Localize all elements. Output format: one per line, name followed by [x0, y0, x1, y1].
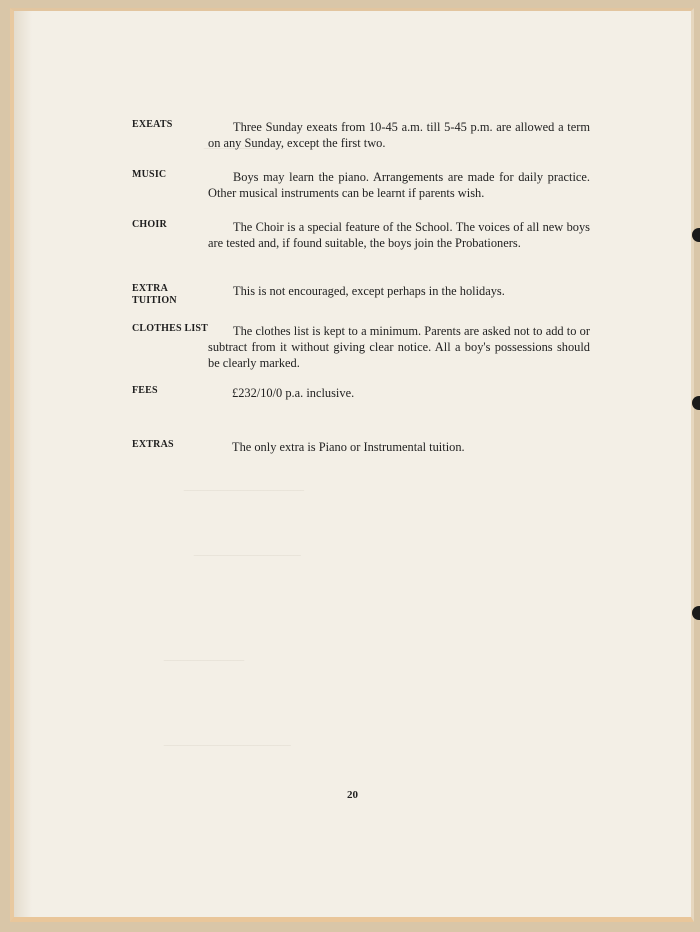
bleed-through-mark: ‾‾‾‾‾‾‾‾‾‾‾‾‾‾‾‾‾‾ [204, 149, 264, 160]
entry-text: Boys may learn the piano. Arrangements are made for daily practice. Other musical instruments can be learnt if parents wish. [208, 170, 590, 200]
spine-shadow [14, 11, 32, 917]
document-page [10, 8, 694, 922]
entry-label: EXEATS [132, 119, 173, 130]
entry-text: The only extra is Piano or Instrumental tuition. [232, 440, 465, 454]
punch-hole [692, 396, 700, 410]
bleed-through-mark: ‾‾‾‾‾‾‾‾‾‾‾‾‾‾‾‾‾‾‾‾‾‾‾‾‾‾‾‾‾‾‾‾‾‾‾‾‾‾ [164, 746, 291, 757]
bleed-through-mark: ‾‾‾‾‾‾‾‾‾‾‾‾‾‾‾‾‾‾‾‾‾‾‾‾ [164, 661, 244, 672]
entry-label: FEES [132, 385, 158, 396]
bleed-through-mark: ‾‾‾‾‾‾‾‾‾‾‾‾‾‾‾‾‾‾‾‾‾‾‾‾‾‾‾‾‾‾‾‾‾‾‾‾ [184, 491, 304, 502]
entry-label: MUSIC [132, 169, 167, 180]
punch-hole [692, 606, 700, 620]
entry-text: £232/10/0 p.a. inclusive. [232, 386, 355, 400]
entry-label: CLOTHES LIST [132, 323, 209, 334]
entry-text: Three Sunday exeats from 10-45 a.m. till 5-45 p.m. are allowed a term on any Sunday, except the first two. [208, 120, 590, 150]
entry-label: EXTRA TUITION [132, 283, 177, 306]
entry-text: The Choir is a special feature of the School. The voices of all new boys are tested and, if found suitable, the boys join the Probationers. [208, 220, 590, 250]
entry-text: This is not encouraged, except perhaps in the holidays. [233, 284, 505, 298]
entry-text: The clothes list is kept to a minimum. Parents are asked not to add to or subtract from it without giving clear notice. All a boy's possessions should be clearly marked. [208, 324, 590, 370]
page-number: 20 [347, 789, 358, 801]
punch-hole [692, 228, 700, 242]
entry-label: CHOIR [132, 219, 167, 230]
bleed-through-mark: ‾‾‾‾‾‾‾‾‾‾‾‾‾‾‾‾‾‾‾‾‾‾‾‾‾‾‾‾‾‾‾‾ [194, 556, 301, 567]
entry-label: EXTRAS [132, 439, 174, 450]
